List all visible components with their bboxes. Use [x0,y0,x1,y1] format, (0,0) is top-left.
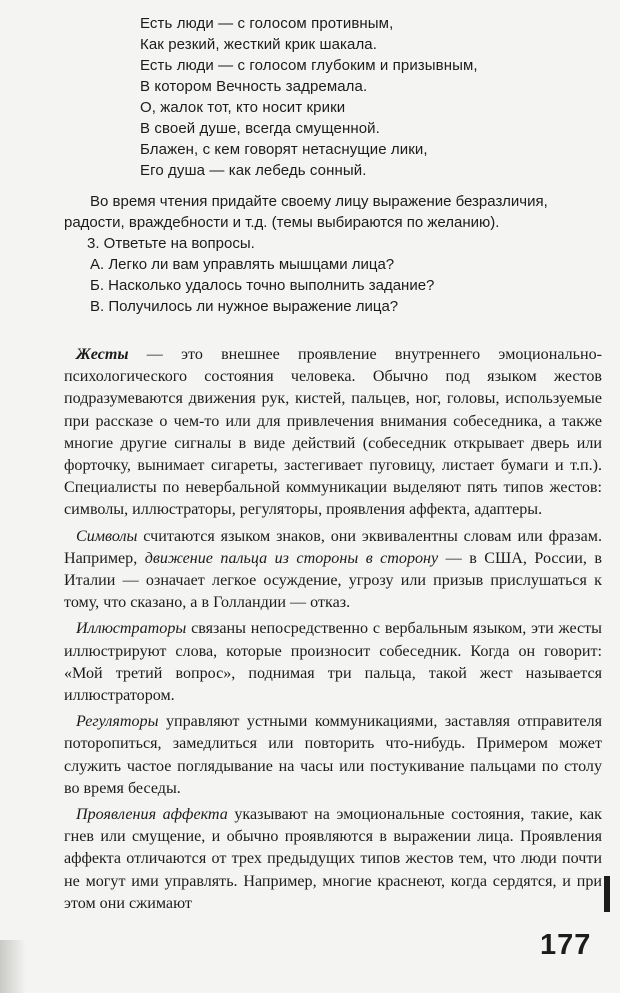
poem-line: В котором Вечность задремала. [140,78,368,95]
poem-line: Есть люди — с голосом противным, [140,15,394,32]
page-number: 177 [540,929,592,961]
paragraph-affect [64,804,602,915]
paragraph-symbols-text-2: — в США, России, в Италии — означает легкое осуждение, угрозу или призыв прислушаться к тому, что сказано, а в Голландии — отказ. [64,549,602,612]
symbols-example: движение пальца из стороны в сторону [144,549,439,567]
poem-line: Есть люди — с голосом глубоким и призывным, [140,57,478,74]
poem-line: Его душа — как лебедь сонный. [140,162,367,179]
poem-line: О, жалок тот, кто носит крики [140,99,346,116]
main-text [64,344,602,919]
paragraph-illustrators [64,618,602,707]
poem-line: Как резкий, жесткий крик шакала. [140,36,378,53]
poem-block [140,13,478,181]
exercise-item-3: 3. Ответьте на вопросы. [87,235,255,252]
question-a: А. Легко ли вам управлять мышцами лица? [90,256,395,273]
paragraph-regulators [64,711,602,800]
term-symbols: Символы [76,527,138,545]
poem-line: В своей душе, всегда смущенной. [140,120,380,137]
exercise-instruction: Во время чтения придайте своему лицу выражение безразличия, радости, враждебности и т.д. (темы выбираются по желанию). [64,193,548,231]
term-gestures: Жесты [76,346,129,363]
paragraph-symbols [64,526,602,615]
question-b: Б. Насколько удалось точно выполнить задание? [90,277,435,294]
paragraph-symbols-text: считаются языком знаков, они эквивалентны словам или фразам. Например, [64,527,602,567]
paragraph-regulators-text: управляют устными коммуникациями, заставляя отправителя поторопиться, замедлиться или повторить что-нибудь. Примером может служить частое поглядывание на часы или постукивание пальцами по столу во время беседы. [64,713,602,797]
term-affect: Проявления аффекта [76,806,228,824]
paragraph-affect-text: указывают на эмоциональные состояния, такие, как гнев или смущение, и обычно проявляются в выражении лица. Проявления аффекта отличаются от трех предыдущих типов жестов тем, что люди почти не могут ими управлять. Например, многие краснеют, когда сердятся, и при этом они сжимают [64,806,602,912]
question-c: В. Получилось ли нужное выражение лица? [90,298,399,315]
question-list [64,254,604,317]
paragraph-gestures-text: — это внешнее проявление внутреннего эмоционально-психологического состояния человека. Обычно под языком жестов подразумеваются движения рук, кистей, пальцев, ног, головы, используемые при рассказе о чем-то или для привлечения внимания собеседника, а также многие другие сигналы в виде действий (собеседник открывает дверь или форточку, вынимает сигареты, застегивает пуговицу, листает бумаги и т.п.). Специалисты по невербальной коммуникации выделяют пять типов жестов: символы, иллюстраторы, регуляторы, проявления аффекта, адаптеры. [64,346,602,519]
term-regulators: Регуляторы [76,713,159,731]
paragraph-illustrators-text: связаны непосредственно с вербальным языком, эти жесты иллюстрируют слова, которые произносит собеседник. Когда он говорит: «Мой третий вопрос», поднимая три пальца, такой жест называется иллюстратором. [64,620,602,705]
term-illustrators: Иллюстраторы [76,620,187,638]
scan-shadow [0,940,26,993]
exercise-block [64,191,604,317]
page-edge-bar [604,876,610,912]
paragraph-gestures [64,344,602,522]
poem-line: Блажен, с кем говорят нетаснущие лики, [140,141,428,158]
